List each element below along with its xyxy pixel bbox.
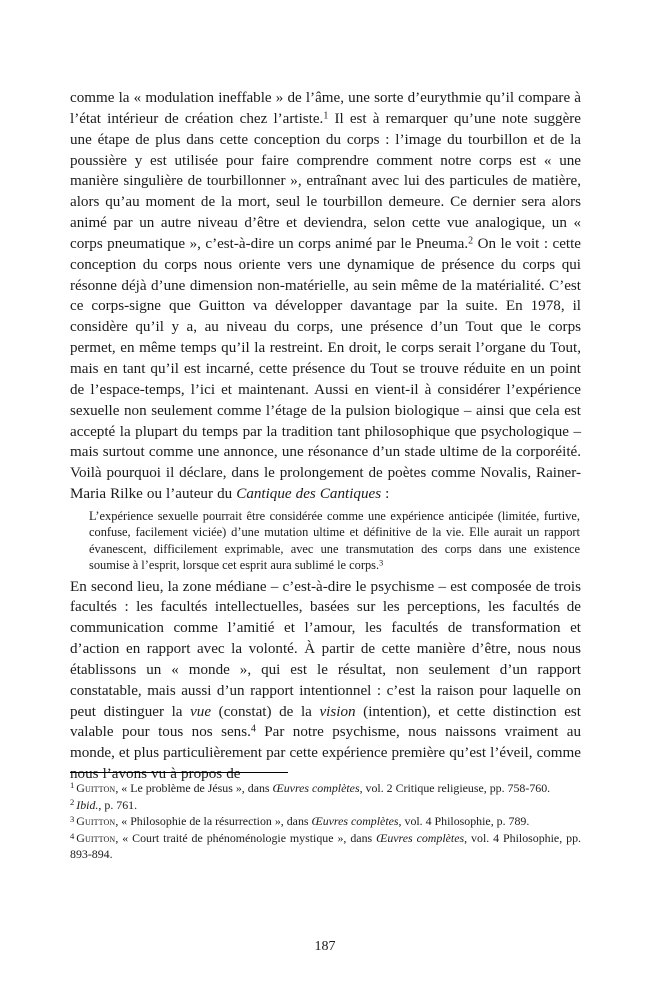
page-number: 187 bbox=[314, 939, 336, 954]
footnote-separator-rule bbox=[70, 772, 288, 773]
footnote-item-4 bbox=[70, 830, 581, 862]
footnote-4-work-title: Œuvres complètes bbox=[376, 831, 465, 846]
footnotes-area bbox=[70, 772, 581, 863]
footnote-ref-4[interactable]: 4 bbox=[250, 723, 256, 735]
footnote-3-segment-2: , vol. 4 Philosophie, p. 789. bbox=[398, 814, 530, 829]
footnote-ref-2[interactable]: 2 bbox=[468, 235, 474, 247]
footnote-3-segment-1: , « Philosophie de la résurrection », dans bbox=[115, 814, 312, 829]
quotation-body: L’expérience sexuelle pourrait être considérée comme une expérience anticipée (limitée, furtive, confuse, facilement viciée) d’une mutation ultime et définitive de la vie. Elle aurait un rapport évanescent, difficilement exprimable, avec une transmutation des corps dans une existence soumise à l’esprit, lorsque cet esprit aura sublimé le corps. bbox=[89, 508, 580, 573]
block-quotation-text bbox=[89, 508, 580, 574]
block-quotation bbox=[70, 508, 581, 574]
work-title-cantique: Cantique des Cantiques bbox=[236, 486, 382, 503]
emphasis-vision: vision bbox=[319, 703, 356, 720]
paragraph-2-segment-1: En second lieu, la zone médiane – c’est-à-dire le psychisme – est composée de trois facultés : les facultés intellectuelles, basées sur les perceptions, les facultés de communication comme l’amitié et l’amour, les facultés de transformation et d’action en rapport avec la volonté. À partir de cette manière d’être, nous nous établissons un « monde », qui est le résultat, non seulement d’un rapport constatable, mais aussi d’un rapport intentionnel : c’est la raison pour laquelle on peut distinguer la bbox=[70, 578, 581, 720]
body-paragraph-2 bbox=[70, 577, 581, 785]
footnote-4-segment-2: , vol. 4 Philosophie, pp. 893-894. bbox=[70, 831, 581, 862]
footnote-1-segment-1: , « Le problème de Jésus », dans bbox=[115, 781, 273, 795]
footnote-item-2 bbox=[70, 797, 581, 813]
footnote-item-3 bbox=[70, 813, 581, 829]
paragraph-2-segment-4: Par notre psychisme, nous naissons vraiment au monde, et plus particulièrement par cette expérience première qu’est l’éveil, comme nous l’avons vu à propos de bbox=[70, 724, 581, 783]
paragraph-1-segment-2: Il est à remarquer qu’une note suggère une étape de plus dans cette conception du corps : l’image du tourbillon et de la poussière y est utilisée pour faire comprendre comment notre corps est « une manière singulière de tourbillonner », entraînant avec lui des particules de matière, alors qu’au moment de la mort, seul le tourbillon demeure. Ce dernier sera alors animé par un autre niveau d’être et deviendra, selon cette vue analogique, un « corps pneumatique », c’est-à-dire un corps animé par le Pneuma. bbox=[70, 110, 581, 252]
main-text-block bbox=[70, 88, 581, 785]
footnote-ref-1[interactable]: 1 bbox=[323, 110, 329, 122]
footnote-ref-3[interactable]: 3 bbox=[379, 558, 384, 568]
paragraph-1-segment-1: comme la « modulation ineffable » de l’âme, une sorte d’eurythmie qu’il compare à l’état intérieur de création chez l’artiste. bbox=[70, 90, 581, 127]
footnote-2-segment-2: , p. 761. bbox=[98, 797, 138, 812]
footnote-author-1: Guitton bbox=[76, 781, 116, 795]
footnote-item-1 bbox=[70, 780, 581, 796]
body-paragraph-1 bbox=[70, 88, 581, 505]
footnote-3-work-title: Œuvres complètes bbox=[311, 814, 399, 829]
footnote-author-3: Guitton bbox=[76, 814, 116, 829]
footnote-2-ibid: Ibid. bbox=[76, 797, 99, 812]
footnote-marker-2: 2 bbox=[70, 797, 75, 808]
footnote-marker-1: 1 bbox=[70, 780, 75, 791]
paragraph-2-segment-3: (intention), et cette distinction est valable pour tous nos sens. bbox=[70, 703, 581, 741]
footnote-marker-3: 3 bbox=[70, 813, 75, 824]
footnote-1-work-title: Œuvres complètes bbox=[272, 781, 360, 795]
paragraph-1-segment-4: : bbox=[381, 486, 390, 503]
footnote-4-segment-1: , « Court traité de phénoménologie mystique », dans bbox=[115, 831, 377, 846]
paragraph-2-segment-2: (constat) de la bbox=[211, 703, 320, 720]
paragraph-1-segment-3: On le voit : cette conception du corps nous oriente vers une dynamique de présence du corps qui résonne déjà d’une dimension non-matérielle, au sein même de la matérialité. C’est ce corps-signe que Guitton va développer davantage par la suite. En 1978, il considère qu’il y a, au niveau du corps, une présence d’un Tout que le corps permet, en même temps qu’il la restreint. En droit, le corps serait l’organe du Tout, mais en tant qu’il est incarné, cette présence du Tout se trouve réduite en un point de l’espace-temps, l’ici et maintenant. Aussi en vient-il à considérer l’expérience sexuelle non seulement comme l’étage de la pulsion biologique – ainsi que cela est accepté la plupart du temps par la tradition tant philosophique que psychologique – mais surtout comme une annonce, une résonance d’un stade ultime de la corporéité. Voilà pourquoi il déclare, dans le prolongement de poètes comme Novalis, Rainer-Maria Rilke ou l’auteur du bbox=[70, 235, 581, 503]
footnote-author-4: Guitton bbox=[76, 831, 116, 846]
footnote-1-segment-2: , vol. 2 Critique religieuse, pp. 758-760. bbox=[359, 781, 551, 795]
footnote-marker-4: 4 bbox=[70, 830, 75, 841]
emphasis-vue: vue bbox=[190, 703, 212, 720]
